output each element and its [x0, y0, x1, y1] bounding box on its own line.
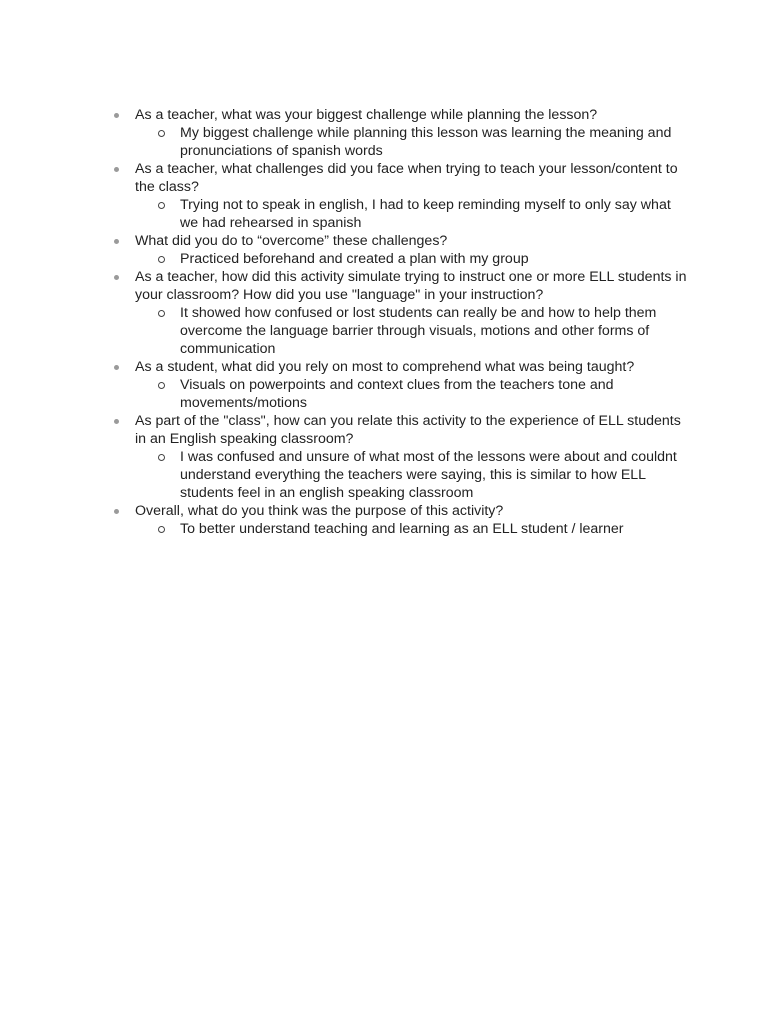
answer-list [135, 448, 692, 502]
question-text: As a teacher, what was your biggest challenge while planning the lesson? [135, 107, 598, 123]
filled-bullet-icon [114, 365, 119, 370]
answer-list [135, 250, 692, 268]
filled-bullet-icon [114, 275, 119, 280]
question-item [112, 160, 692, 232]
question-text: What did you do to “overcome” these challenges? [135, 233, 448, 249]
answer-item [135, 196, 692, 232]
answer-text: Visuals on powerpoints and context clues from the teachers tone and movements/motions [180, 377, 614, 411]
answer-item [135, 304, 692, 358]
answer-text: Practiced beforehand and created a plan with my group [180, 251, 529, 267]
answer-item [135, 124, 692, 160]
hollow-bullet-icon [158, 382, 165, 389]
question-text: As a student, what did you rely on most to comprehend what was being taught? [135, 359, 635, 375]
question-text: As part of the "class", how can you relate this activity to the experience of ELL students in an English speaking classroom? [135, 413, 681, 447]
answer-list [135, 520, 692, 538]
hollow-bullet-icon [158, 256, 165, 263]
answer-text: I was confused and unsure of what most of the lessons were about and couldnt understand everything the teachers were saying, this is similar to how ELL students feel in an english speaking classroom [180, 449, 677, 501]
question-item [112, 358, 692, 412]
hollow-bullet-icon [158, 526, 165, 533]
filled-bullet-icon [114, 113, 119, 118]
question-item [112, 268, 692, 358]
answer-item [135, 520, 692, 538]
question-item [112, 232, 692, 268]
answer-text: My biggest challenge while planning this lesson was learning the meaning and pronunciations of spanish words [180, 125, 672, 159]
answer-list [135, 124, 692, 160]
filled-bullet-icon [114, 239, 119, 244]
question-text: Overall, what do you think was the purpose of this activity? [135, 503, 504, 519]
filled-bullet-icon [114, 167, 119, 172]
answer-list [135, 376, 692, 412]
answer-list [135, 304, 692, 358]
answer-item [135, 448, 692, 502]
answer-text: It showed how confused or lost students can really be and how to help them overcome the language barrier through visuals, motions and other forms of communication [180, 305, 657, 357]
question-item [112, 502, 692, 538]
hollow-bullet-icon [158, 130, 165, 137]
answer-item [135, 250, 692, 268]
answer-text: Trying not to speak in english, I had to keep reminding myself to only say what we had rehearsed in spanish [180, 197, 671, 231]
answer-text: To better understand teaching and learning as an ELL student / learner [180, 521, 624, 537]
answer-list [135, 196, 692, 232]
hollow-bullet-icon [158, 454, 165, 461]
hollow-bullet-icon [158, 310, 165, 317]
question-text: As a teacher, what challenges did you face when trying to teach your lesson/content to the class? [135, 161, 678, 195]
question-list [112, 106, 692, 538]
hollow-bullet-icon [158, 202, 165, 209]
question-item [112, 412, 692, 502]
answer-item [135, 376, 692, 412]
question-text: As a teacher, how did this activity simulate trying to instruct one or more ELL students in your classroom? How did you use "language" in your instruction? [135, 269, 687, 303]
question-item [112, 106, 692, 160]
filled-bullet-icon [114, 419, 119, 424]
filled-bullet-icon [114, 509, 119, 514]
